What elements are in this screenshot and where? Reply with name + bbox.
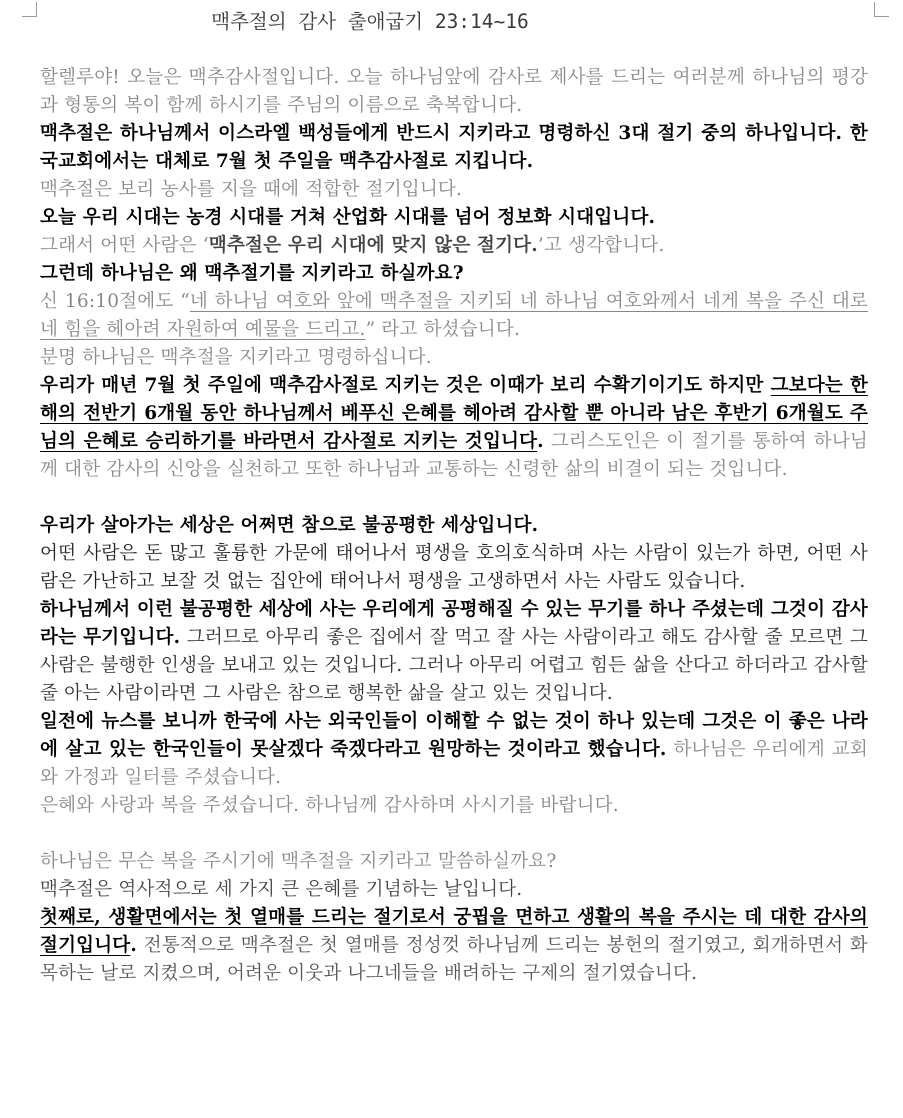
- paragraph-era: 오늘 우리 시대는 농경 시대를 거쳐 산업화 시대를 넘어 정보화 시대입니다.: [40, 207, 656, 228]
- paragraph-three-graces: 맥추절은 역사적으로 세 가지 큰 은혜를 기념하는 날입니다.: [40, 879, 523, 900]
- paragraph-unfair-world: 우리가 살아가는 세상은 어쩌면 참으로 불공평한 세상입니다.: [40, 515, 539, 536]
- paragraph-news: 일전에 뉴스를 보니까 한국에 사는 외국인들이 이해할 수 없는 것이 하나 있는데 그것은 이 좋은 나라에 살고 있는 한국인들이 못살겠다 죽겠다라고 원망하는 것이라고 했습니다. 하나님은 우리에게 교회와 가정과 일터를 주셨습니다.: [40, 711, 868, 788]
- paragraph-barley: 맥추절은 보리 농사를 지을 때에 적합한 절기입니다.: [40, 179, 463, 200]
- paragraph-why-question: 그런데 하나님은 왜 맥추절기를 지키라고 하실까요?: [40, 263, 464, 284]
- scripture-quote: 네 하나님 여호와 앞에 맥추절을 지키되 네 하나님 여호와께서 네게 복을 주신 대로 네 힘을 헤아려 자원하여 예물을 드리고.: [40, 291, 868, 340]
- paragraph-some-people: 그래서 어떤 사람은 ‘맥추절은 우리 시대에 맞지 않은 절기다.’고 생각합니다.: [40, 235, 665, 256]
- paragraph-greeting: 할렐루야! 오늘은 맥추감사절입니다. 오늘 하나님앞에 감사로 제사를 드리는 여러분께 하나님의 평강과 형통의 복이 함께 하시기를 주님의 이름으로 축복합니다.: [40, 67, 868, 116]
- paragraph-blessing: 은혜와 사랑과 복을 주셨습니다. 하나님께 감사하며 사시기를 바랍니다.: [40, 795, 619, 816]
- page-title: 맥추절의 감사 출애굽기 23:14~16: [211, 10, 529, 33]
- paragraph-command: 분명 하나님은 맥추절을 지키라고 명령하십니다.: [40, 347, 432, 368]
- paragraph-july: 우리가 매년 7월 첫 주일에 맥추감사절로 지키는 것은 이때가 보리 수확기이기도 하지만 그보다는 한 해의 전반기 6개월 동안 하나님께서 베푸신 은혜를 헤아려 감사할 뿐 아니라 남은 후반기 6개월도 주님의 은혜로 승리하기를 바라면서 감사절로 지키는 것입니다. 그리스도인은 이 절기를 통하여 하나님께 대한 감사의 신앙을 실천하고 또한 하나님과 교통하는 신령한 삶의 비결이 되는 것입니다.: [40, 375, 869, 480]
- paragraph-gap: [40, 484, 868, 512]
- paragraph-gap: [40, 820, 868, 848]
- paragraph-feast-definition: 맥추절은 하나님께서 이스라엘 백성들에게 반드시 지키라고 명령하신 3대 절기 중의 하나입니다. 한국교회에서는 대체로 7월 첫 주일을 맥추감사절로 지킵니다.: [40, 123, 868, 172]
- document-body: [40, 64, 868, 988]
- paragraph-first-grace: 첫째로, 생활면에서는 첫 열매를 드리는 절기로서 궁핍을 면하고 생활의 복을 주시는 데 대한 감사의 절기입니다. 전통적으로 맥추절은 첫 열매를 정성껏 하나님께 드리는 봉헌의 절기였고, 회개하면서 화목하는 날로 지켰으며, 어려운 이웃과 나그네들을 배려하는 구제의 절기였습니다.: [40, 907, 868, 984]
- paragraph-what-blessing: 하나님은 무슨 복을 주시기에 맥추절을 지키라고 말씀하실까요?: [40, 851, 557, 872]
- paragraph-rich-poor: 어떤 사람은 돈 많고 훌륭한 가문에 태어나서 평생을 호의호식하며 사는 사람이 있는가 하면, 어떤 사람은 가난하고 보잘 것 없는 집안에 태어나서 평생을 고생하면서 사는 사람도 있습니다.: [40, 543, 868, 592]
- paragraph-deuteronomy: 신 16:10절에도 “네 하나님 여호와 앞에 맥추절을 지키되 네 하나님 여호와께서 네게 복을 주신 대로 네 힘을 헤아려 자원하여 예물을 드리고.” 라고 하셨습니다.: [40, 291, 868, 340]
- paragraph-weapon-of-thanks: 하나님께서 이런 불공평한 세상에 사는 우리에게 공평해질 수 있는 무기를 하나 주셨는데 그것이 감사라는 무기입니다. 그러므로 아무리 좋은 집에서 잘 먹고 잘 사는 사람이라고 해도 감사할 줄 모르면 그 사람은 불행한 인생을 보내고 있는 것입니다. 그러나 아무리 어렵고 힘든 삶을 산다고 하더라고 감사할 줄 아는 사람이라면 그 사람은 참으로 행복한 삶을 살고 있는 것입니다.: [40, 599, 868, 704]
- page-corner-mark-right: [874, 2, 889, 17]
